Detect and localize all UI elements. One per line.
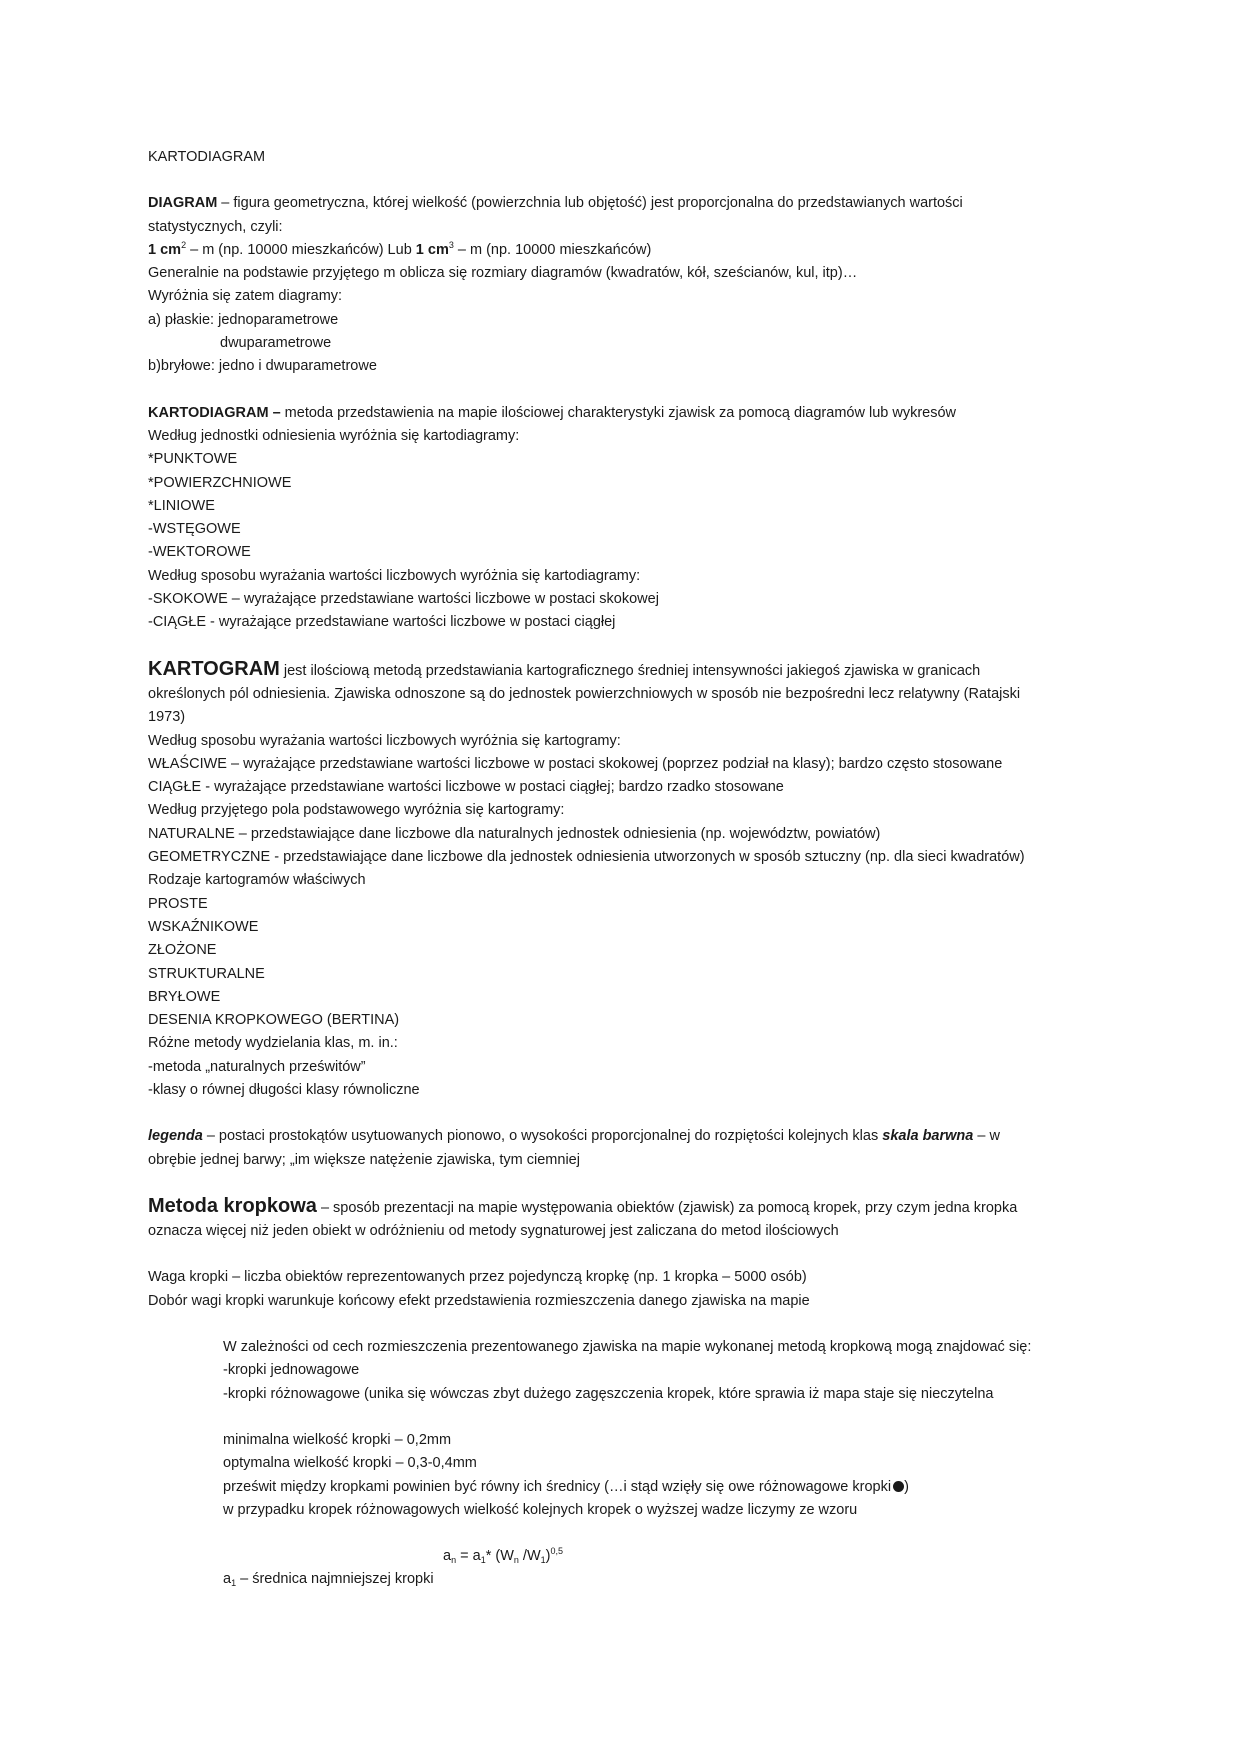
formula-line (148, 1545, 1108, 1568)
diagram-line-6: a) płaskie: jednoparametrowe (148, 311, 339, 328)
diagram-line-5: Wyróżnia się zatem diagramy: (148, 288, 343, 305)
kartogram-line: WSKAŹNIKOWE (148, 918, 259, 935)
kartogram-line: -klasy o równej długości klasy równoliczne (148, 1081, 420, 1098)
kartogram-line: WŁAŚCIWE – wyrażające przedstawiane wartości liczbowe w postaci skokowej (poprzez podział na klasy); bardzo często stosowane (148, 755, 1003, 772)
zaleznosc-line: -kropki jednowagowe (223, 1362, 360, 1379)
kartogram-line: określonych pól odniesienia. Zjawiska odnoszone są do jednostek powierzchniowych w sposób nie bezpośredni lecz relatywny (Ratajski (148, 685, 1021, 702)
skala-barwna-term: skala barwna (882, 1128, 974, 1145)
kartodiagram-line: -CIĄGŁE - wyrażające przedstawiane wartości liczbowe w postaci ciągłej (148, 614, 616, 631)
kartogram-line: 1973) (148, 709, 186, 726)
kartodiagram-line: *POWIERZCHNIOWE (148, 474, 292, 491)
formula-m-2: – m (453, 241, 483, 258)
a1-text: – średnica najmniejszej kropki (236, 1571, 434, 1588)
formula-close: ) (545, 1548, 551, 1565)
a1-subscript: 1 (231, 1578, 237, 1589)
przeswit-end: ) (904, 1478, 909, 1495)
kropkowa-definition (148, 1195, 1108, 1220)
kartodiagram-line: *PUNKTOWE (148, 451, 238, 468)
diagram-line-8: b)bryłowe: jedno i dwuparametrowe (148, 358, 377, 375)
formula-unit-2: 1 cm (415, 241, 449, 258)
formula-exp-2: 3 (448, 239, 454, 250)
diagram-definition-line-2: statystycznych, czyli: (148, 218, 283, 235)
waga-kropki-line-1: Waga kropki – liczba obiektów reprezentowanych przez pojedynczą kropkę (np. 1 kropka – 5000 osób) (148, 1269, 807, 1286)
param-line: minimalna wielkość kropki – 0,2mm (223, 1431, 452, 1448)
przeswit-text: prześwit między kropkami powinien być równy ich średnicy (…i stąd wzięły się owe różnowagowe kropki (223, 1478, 892, 1495)
document-title: KARTODIAGRAM (148, 149, 266, 165)
diagram-term: DIAGRAM (148, 195, 218, 212)
kartodiagram-line: Według jednostki odniesienia wyróżnia się kartodiagramy: (148, 427, 520, 444)
diagram-line-4: Generalnie na podstawie przyjętego m oblicza się rozmiary diagramów (kwadratów, kół, sześcianów, kul, itp)… (148, 265, 858, 282)
kartogram-line: NATURALNE – przedstawiające dane liczbowe dla naturalnych jednostek odniesienia (np. województw, powiatów) (148, 825, 881, 842)
formula-exp-1: 2 (181, 239, 187, 250)
kropkowa-term: Metoda kropkowa (148, 1194, 317, 1217)
a1-definition-line (148, 1568, 1108, 1591)
formula-sub-n: n (451, 1555, 457, 1566)
formula-text-1: (np. 10000 mieszkańców) Lub (214, 241, 416, 258)
formula-sub-1: 1 (480, 1555, 486, 1566)
formula-a: a (443, 1548, 452, 1565)
kartogram-line: ZŁOŻONE (148, 942, 217, 959)
formula-eq: = a (456, 1548, 481, 1565)
smiley-icon (893, 1481, 904, 1492)
zaleznosc-line: -kropki różnowagowe (unika się wówczas zbyt dużego zagęszczenia kropek, które sprawia iż mapa staje się nieczytelna (223, 1385, 994, 1402)
kartogram-line: DESENIA KROPKOWEGO (BERTINA) (148, 1012, 400, 1029)
kropkowa-def-line-2: oznacza więcej niż jeden obiekt w odróżnieniu od metody sygnaturowej jest zaliczana do metod ilościowych (148, 1223, 839, 1240)
diagram-def-text: – figura geometryczna, której wielkość (powierzchnia lub objętość) jest proporcjonalna do przedstawianych wartości (217, 195, 963, 212)
kartogram-line: Rodzaje kartogramów właściwych (148, 872, 366, 889)
kartogram-line: BRYŁOWE (148, 988, 221, 1005)
kartodiagram-line: -SKOKOWE – wyrażające przedstawiane wartości liczbowe w postaci skokowej (148, 591, 659, 608)
formula-m-1: – m (186, 241, 215, 258)
param-line: optymalna wielkość kropki – 0,3-0,4mm (223, 1455, 477, 1472)
kartodiagram-line: -WSTĘGOWE (148, 521, 241, 538)
zaleznosc-line: W zależności od cech rozmieszczenia prezentowanego zjawiska na mapie wykonanej metodą kropkową mogą znajdować się: (223, 1339, 1032, 1356)
kartogram-line: Według sposobu wyrażania wartości liczbowych wyróżnia się kartogramy: (148, 732, 621, 749)
kartogram-line: STRUKTURALNE (148, 965, 265, 982)
kartodiagram-term: KARTODIAGRAM – (148, 404, 281, 421)
formula-sub-n2: n (513, 1555, 519, 1566)
formula-unit-1: 1 cm (148, 241, 182, 258)
kartogram-term: KARTOGRAM (148, 657, 280, 680)
kartogram-line: CIĄGŁE - wyrażające przedstawiane wartości liczbowe w postaci ciągłej; bardzo rzadko stosowane (148, 779, 784, 796)
kartogram-line: -metoda „naturalnych prześwitów” (148, 1058, 366, 1075)
kartodiagram-definition (148, 402, 1108, 425)
formula-mid: * (W (485, 1548, 514, 1565)
legenda-line-1 (148, 1125, 1108, 1148)
formula-exponent: 0,5 (550, 1546, 564, 1557)
diagram-definition-line-1 (148, 192, 1108, 215)
formula-sub-1b: 1 (540, 1555, 546, 1566)
kartogram-line: GEOMETRYCZNE - przedstawiające dane liczbowe dla jednostek odniesienia utworzonych w sposób sztuczny (np. dla sieci kwadratów) (148, 849, 1025, 866)
kartogram-line: PROSTE (148, 895, 208, 912)
diagram-formula-line (148, 239, 1108, 262)
legenda-text: – postaci prostokątów usytuowanych pionowo, o wysokości proporcjonalnej do rozpiętości kolejnych klas (202, 1128, 883, 1145)
kartodiagram-line: Według sposobu wyrażania wartości liczbowych wyróżnia się kartodiagramy: (148, 567, 641, 584)
a1-symbol: a (223, 1571, 232, 1588)
legenda-line-2: obrębie jednej barwy; „im większe natężenie zjawiska, tym ciemniej (148, 1151, 580, 1168)
kartogram-line: Według przyjętego pola podstawowego wyróżnia się kartogramy: (148, 802, 565, 819)
formula-slash: /W (518, 1548, 541, 1565)
formula-text-2: (np. 10000 mieszkańców) (482, 241, 652, 258)
kartodiagram-def-text: metoda przedstawienia na mapie ilościowej charakterystyki zjawisk za pomocą diagramów lub wykresów (280, 404, 956, 421)
kartogram-definition (148, 658, 1108, 683)
document-page (148, 146, 1108, 1592)
legenda-term: legenda (148, 1128, 203, 1145)
przeswit-line (148, 1476, 1108, 1499)
diagram-line-7: dwuparametrowe (220, 335, 332, 352)
kartogram-line: Różne metody wydzielania klas, m. in.: (148, 1035, 398, 1052)
kartodiagram-line: *LINIOWE (148, 497, 215, 514)
kropkowa-def-text: – sposób prezentacji na mapie występowania obiektów (zjawisk) za pomocą kropek, przy czym jedna kropka (316, 1199, 1018, 1216)
legenda-text-end: – w (973, 1128, 1000, 1145)
kartodiagram-line: -WEKTOROWE (148, 544, 251, 561)
kartogram-def-text: jest ilościową metodą przedstawiania kartograficznego średniej intensywności jakiegoś zjawiska w granicach (279, 662, 981, 679)
wzor-intro-line: w przypadku kropek różnowagowych wielkość kolejnych kropek o wyższej wadze liczymy ze wzoru (223, 1501, 858, 1518)
waga-kropki-line-2: Dobór wagi kropki warunkuje końcowy efekt przedstawienia rozmieszczenia danego zjawiska na mapie (148, 1292, 810, 1309)
